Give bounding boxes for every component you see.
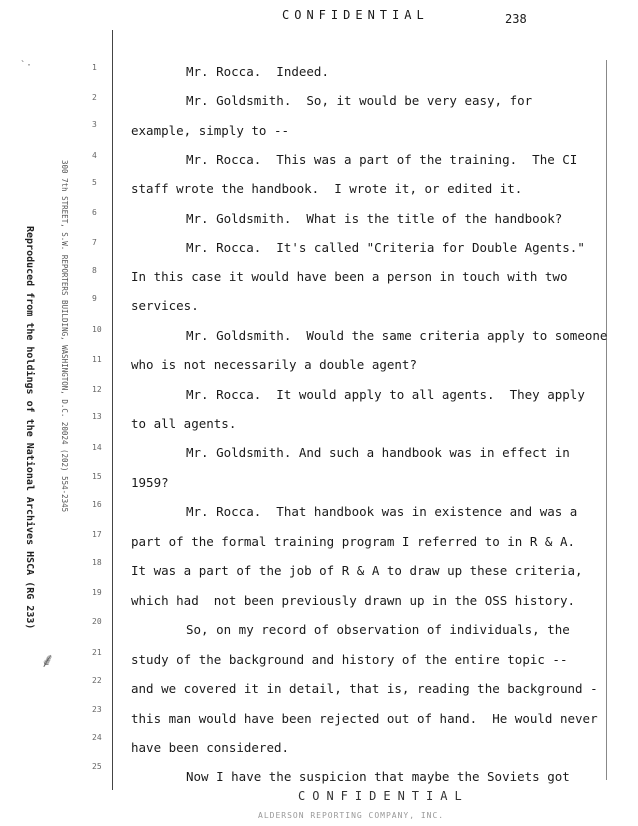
header-classification: CONFIDENTIAL	[282, 8, 429, 22]
transcript-line: Mr. Rocca. It's called "Criteria for Double Agents."	[186, 240, 585, 255]
line-number: 4	[92, 151, 97, 160]
footer-classification: CONFIDENTIAL	[298, 789, 469, 803]
line-number: 23	[92, 705, 102, 714]
page-number: 238	[505, 12, 527, 26]
line-number: 12	[92, 385, 102, 394]
transcript-line: So, on my record of observation of individuals, the	[186, 622, 570, 637]
transcript-line: and we covered it in detail, that is, reading the background -	[131, 681, 598, 696]
line-number: 22	[92, 676, 102, 685]
transcript-line: In this case it would have been a person in touch with two	[131, 269, 568, 284]
transcript-line: It was a part of the job of R & A to draw up these criteria,	[131, 563, 583, 578]
line-number: 25	[92, 762, 102, 771]
right-margin-rule	[606, 60, 607, 780]
transcript-line: study of the background and history of the entire topic --	[131, 652, 568, 667]
line-number: 24	[92, 733, 102, 742]
transcript-line: Mr. Rocca. Indeed.	[186, 64, 329, 79]
transcript-line: Mr. Rocca. It would apply to all agents. They apply	[186, 387, 585, 402]
line-number: 5	[92, 178, 97, 187]
transcript-line: Mr. Goldsmith. Would the same criteria apply to someone	[186, 328, 608, 343]
margin-scribble: ⸙	[40, 648, 55, 672]
transcript-line: Mr. Rocca. This was a part of the training. The CI	[186, 152, 578, 167]
line-number: 9	[92, 294, 97, 303]
line-number: 8	[92, 266, 97, 275]
transcript-line: example, simply to --	[131, 123, 290, 138]
line-number: 17	[92, 530, 102, 539]
archive-stamp: Reproduced from the holdings of the National Archives HSCA (RG 233)	[24, 226, 35, 630]
transcript-line: Mr. Rocca. That handbook was in existence and was a	[186, 504, 578, 519]
reporter-name: ALDERSON REPORTING COMPANY, INC.	[258, 811, 445, 820]
line-number: 19	[92, 588, 102, 597]
transcript-line: part of the formal training program I referred to in R & A.	[131, 534, 576, 549]
line-number: 14	[92, 443, 102, 452]
line-number: 18	[92, 558, 102, 567]
scratch-mark: `·	[20, 60, 33, 71]
line-number: 16	[92, 500, 102, 509]
line-number: 11	[92, 355, 102, 364]
transcript-line: Now I have the suspicion that maybe the Soviets got	[186, 769, 570, 784]
transcript-line: to all agents.	[131, 416, 237, 431]
line-number: 21	[92, 648, 102, 657]
transcript-line: staff wrote the handbook. I wrote it, or edited it.	[131, 181, 523, 196]
transcript-line: which had not been previously drawn up in the OSS history.	[131, 593, 576, 608]
transcript-line: 1959?	[131, 475, 169, 490]
line-number: 20	[92, 617, 102, 626]
transcript-line: this man would have been rejected out of hand. He would never	[131, 711, 598, 726]
left-margin-rule	[112, 30, 113, 790]
line-number: 13	[92, 412, 102, 421]
line-number: 1	[92, 63, 97, 72]
transcript-line: services.	[131, 298, 199, 313]
line-number: 7	[92, 238, 97, 247]
line-number: 15	[92, 472, 102, 481]
transcript-line: who is not necessarily a double agent?	[131, 357, 417, 372]
transcript-line: Mr. Goldsmith. What is the title of the handbook?	[186, 211, 563, 226]
transcript-line: Mr. Goldsmith. So, it would be very easy, for	[186, 93, 533, 108]
transcript-line: have been considered.	[131, 740, 290, 755]
reporter-address: 300 7th STREET, S.W. REPORTERS BUILDING, WASHINGTON, D.C. 20024 (202) 554-2345	[60, 160, 69, 513]
transcript-line: Mr. Goldsmith. And such a handbook was in effect in	[186, 445, 570, 460]
line-number: 10	[92, 325, 102, 334]
line-number: 2	[92, 93, 97, 102]
line-number: 6	[92, 208, 97, 217]
line-number: 3	[92, 120, 97, 129]
